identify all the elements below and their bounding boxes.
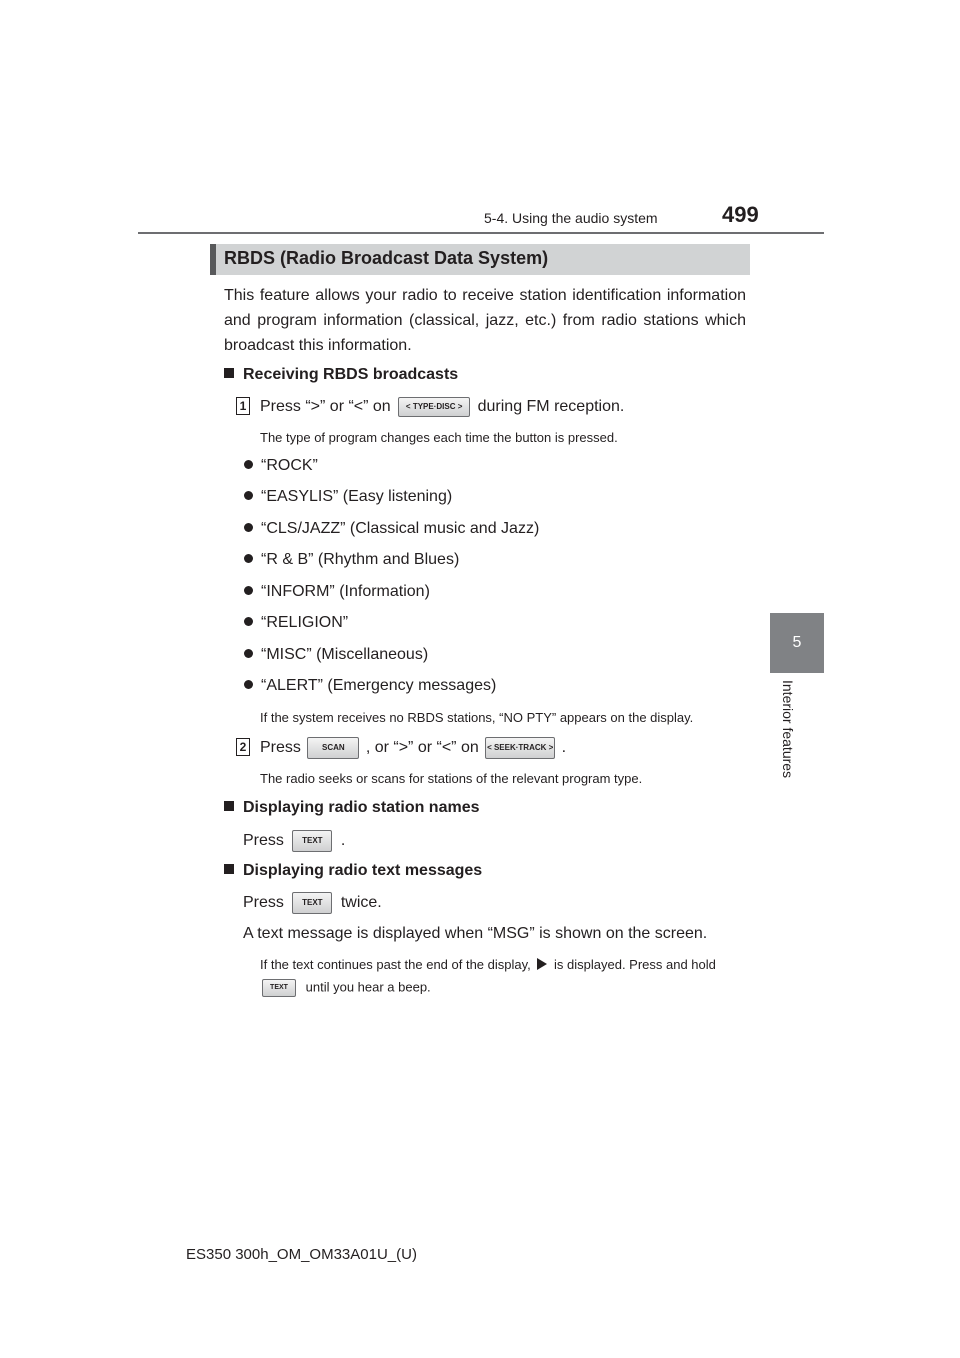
subheading-text-messages [224, 862, 482, 880]
header-section-title: 5-4. Using the audio system [484, 210, 658, 226]
chapter-label-container [780, 680, 800, 800]
program-type-item [244, 551, 459, 569]
program-type-label: “ROCK” [261, 457, 318, 474]
program-type-label: “EASYLIS” (Easy listening) [261, 488, 453, 505]
bullet-dot-icon [244, 491, 253, 500]
bullet-dot-icon [244, 460, 253, 469]
text-button[interactable]: TEXT [292, 892, 332, 914]
text-messages-note-c: until you hear a beep. [305, 979, 431, 995]
text-messages-text-a: Press [243, 894, 284, 912]
program-type-label: “R & B” (Rhythm and Blues) [261, 551, 460, 568]
text-messages-line-1 [243, 892, 382, 914]
bullet-dot-icon [244, 617, 253, 626]
seek-track-button[interactable]: < SEEK·TRACK > [485, 737, 555, 759]
step-2-text-b: , or “>” or “<” on [365, 739, 479, 757]
program-type-item [244, 520, 539, 538]
subheading-text-messages-text: Displaying radio text messages [243, 862, 483, 879]
text-messages-note-a: If the text continues past the end of the display, [260, 957, 531, 972]
program-type-item [244, 488, 452, 506]
bullet-dot-icon [244, 523, 253, 532]
subheading-receiving-text: Receiving RBDS broadcasts [243, 366, 459, 383]
scan-button[interactable]: SCAN [307, 737, 359, 759]
step-2-text-c: . [561, 739, 567, 757]
program-type-label: “RELIGION” [261, 614, 349, 631]
chapter-number: 5 [792, 634, 802, 651]
bullet-dot-icon [244, 680, 253, 689]
section-title: RBDS (Radio Broadcast Data System) [224, 248, 549, 268]
chapter-tab [770, 613, 824, 673]
square-bullet-icon [224, 801, 234, 811]
step-2-badge: 2 [236, 738, 250, 756]
step-1-text-a: Press “>” or “<” on [260, 398, 391, 416]
text-messages-note-b: is displayed. Press and hold [554, 957, 716, 972]
bullet-dot-icon [244, 649, 253, 658]
step-2-text-a: Press [260, 739, 301, 757]
subheading-receiving [224, 366, 458, 384]
subheading-station-names-text: Displaying radio station names [243, 799, 480, 816]
step-1-text [260, 397, 624, 417]
program-type-label: “CLS/JAZZ” (Classical music and Jazz) [261, 520, 540, 537]
bullet-dot-icon [244, 554, 253, 563]
square-bullet-icon [224, 368, 234, 378]
program-type-item [244, 457, 318, 475]
page-number: 499 [722, 202, 759, 227]
square-bullet-icon [224, 864, 234, 874]
step-1-text-b: during FM reception. [477, 398, 625, 416]
text-messages-note-line-2 [262, 979, 431, 997]
type-disc-button[interactable]: < TYPE·DISC > [398, 397, 470, 417]
step-2-text [260, 737, 566, 759]
program-type-label: “ALERT” (Emergency messages) [261, 677, 497, 694]
step-2-note: The radio seeks or scans for stations of the relevant program type. [260, 771, 643, 786]
program-type-label: “MISC” (Miscellaneous) [261, 646, 429, 663]
intro-paragraph: This feature allows your radio to receive station identification information and program information (classical, jazz, etc.) from radio stations which broadcast this information. [224, 287, 746, 354]
subheading-station-names [224, 799, 480, 817]
no-pty-note: If the system receives no RBDS stations, “NO PTY” appears on the display. [260, 710, 694, 725]
bullet-dot-icon [244, 586, 253, 595]
text-messages-note-line-1 [260, 957, 716, 972]
text-button[interactable]: TEXT [292, 830, 332, 852]
station-names-text-b: . [340, 832, 346, 850]
program-type-label: “INFORM” (Information) [261, 583, 430, 600]
program-type-item [244, 646, 428, 664]
section-heading-bar [210, 244, 750, 275]
footer-model-code: ES350 300h_OM_OM33A01U_(U) [186, 1246, 417, 1263]
text-button[interactable]: TEXT [262, 979, 296, 997]
step-1-note: The type of program changes each time the button is pressed. [260, 430, 618, 445]
chapter-label: Interior features [780, 680, 796, 779]
station-names-text [243, 830, 345, 852]
step-1-badge: 1 [236, 397, 250, 415]
station-names-text-a: Press [243, 832, 284, 850]
text-messages-line-2: A text message is displayed when “MSG” is shown on the screen. [243, 925, 708, 942]
right-arrow-icon [537, 958, 547, 970]
program-type-item [244, 614, 348, 632]
program-type-item [244, 583, 430, 601]
header-rule [138, 232, 824, 234]
text-messages-text-b: twice. [340, 894, 382, 912]
program-type-item [244, 677, 496, 695]
